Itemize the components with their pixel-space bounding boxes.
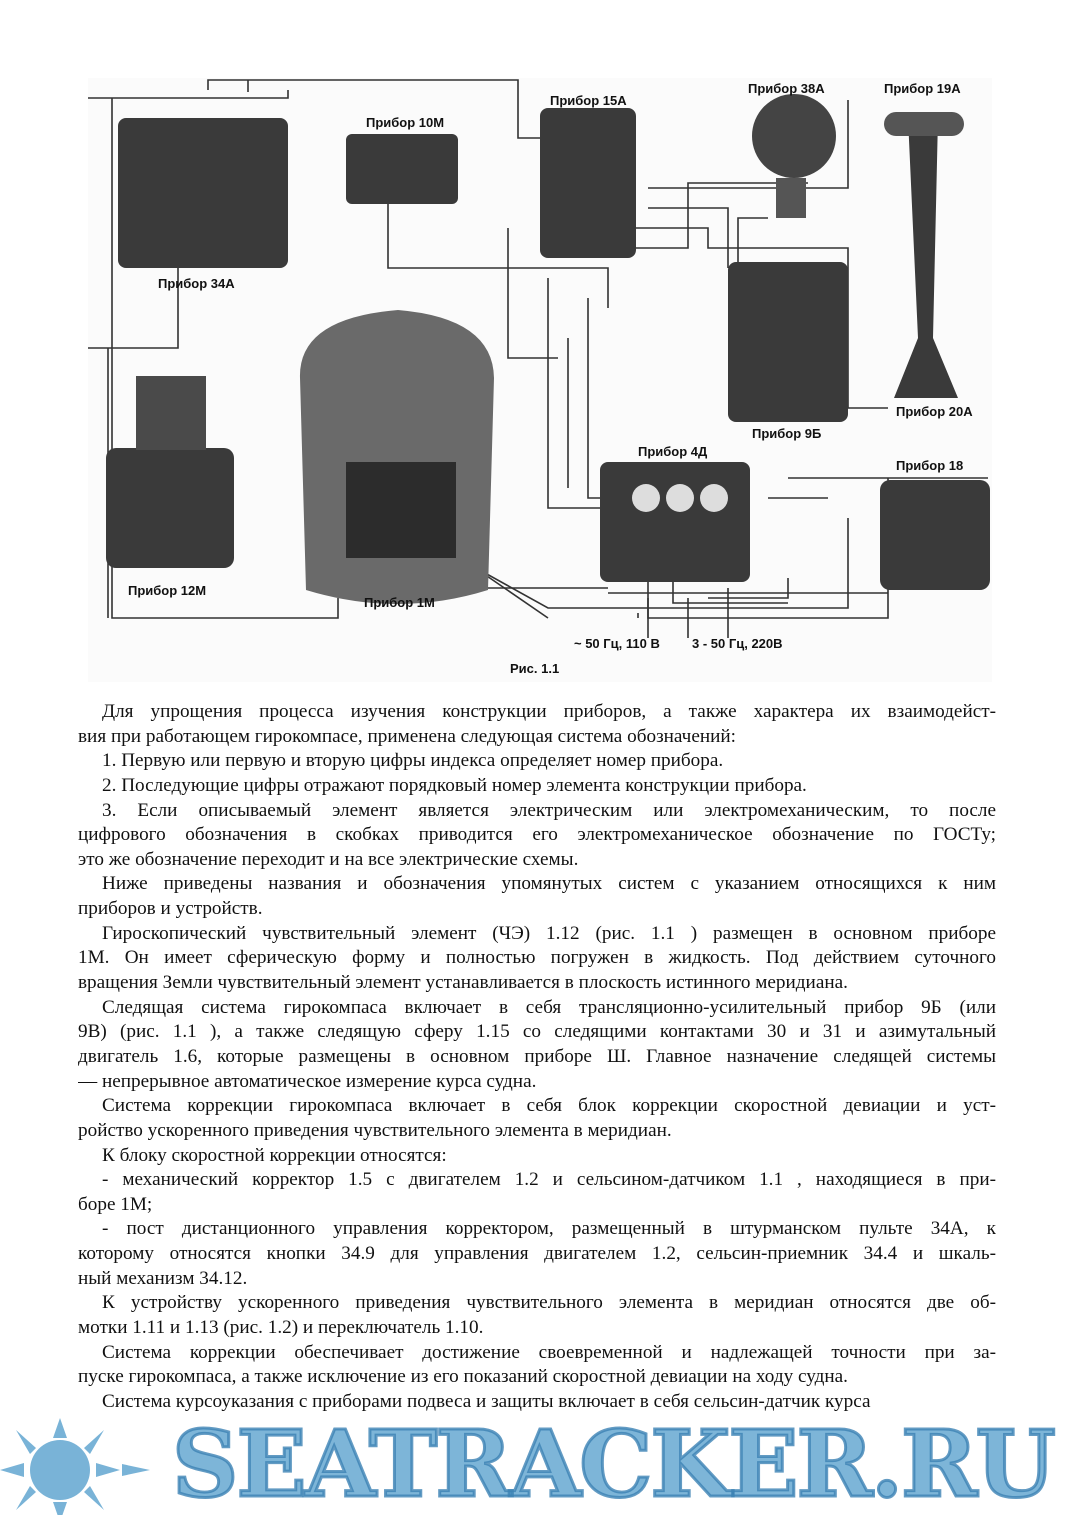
label-device-15a: Прибор 15А <box>550 93 627 108</box>
paragraph <box>78 799 996 873</box>
paragraph <box>78 1341 996 1390</box>
text-line: вия при работающем гирокомпасе, применена следующая система обозначений: <box>78 725 736 747</box>
paragraph <box>78 922 996 996</box>
text-line: Для упрощения процесса изучения конструкции приборов, а также характера их взаимодейст- <box>102 701 996 722</box>
paragraph <box>78 1390 996 1415</box>
device-38a-image <box>752 94 836 178</box>
device-10m-image <box>346 134 458 204</box>
device-19a-image <box>894 118 958 398</box>
device-1m-image <box>300 310 494 604</box>
device-15a-image <box>540 108 636 258</box>
text-line: ный механизм 34.12. <box>78 1267 248 1289</box>
text-line: двигатель 1.6, которые размещены в основном приборе Ш. Главное назначение следящей системы <box>78 1045 996 1067</box>
figure-device-diagram <box>88 78 992 682</box>
body-text <box>78 700 996 1415</box>
text-line: 2. Последующие цифры отражают порядковый номер элемента конструкции прибора. <box>102 774 807 796</box>
text-line: 3. Если описываемый элемент является электрическим или электромеханическим, то после <box>102 799 996 821</box>
paragraph <box>78 996 996 1095</box>
label-device-12m: Прибор 12М <box>128 583 207 598</box>
text-line: приборов и устройств. <box>78 898 263 920</box>
paragraph <box>78 872 996 921</box>
text-line: 1М. Он имеет сферическую форму и полностью погружен в жидкость. Под действием суточного <box>78 947 996 969</box>
wiring-diagram <box>88 78 992 682</box>
text-line: Система курсоуказания с приборами подвеса и защиты включает в себя сельсин-датчик курса <box>102 1390 871 1412</box>
device-18-image <box>880 480 990 590</box>
figure-caption: Рис. 1.1 <box>510 661 560 676</box>
text-line: боре 1М; <box>78 1193 153 1215</box>
text-line: К блоку скоростной коррекции относятся: <box>102 1144 447 1166</box>
text-line: мотки 1.11 и 1.13 (рис. 1.2) и переключатель 1.10. <box>78 1317 484 1339</box>
text-line: Система коррекции гирокомпаса включает в себя блок коррекции скоростной девиации и уст- <box>102 1095 996 1117</box>
device-4d-image <box>600 462 750 582</box>
text-line: Система коррекции обеспечивает достижение своевременной и надлежащей точности при за- <box>102 1341 996 1363</box>
watermark-text: SEATRACKER.RU <box>172 1410 1054 1518</box>
label-device-34a: Прибор 34А <box>158 276 235 291</box>
paragraph <box>78 1144 996 1169</box>
sun-logo-icon <box>0 1418 170 1515</box>
paragraph <box>78 1217 996 1291</box>
paragraph <box>78 749 996 774</box>
paragraph <box>78 1168 996 1217</box>
label-device-4d: Прибор 4Д <box>638 444 708 459</box>
text-line: ройство ускоренного приведения чувствительного элемента в меридиан. <box>78 1119 672 1141</box>
text-line: — непрерывное автоматическое измерение курса судна. <box>78 1070 537 1092</box>
text-line: - механический корректор 1.5 с двигателем 1.2 и сельсином-датчиком 1.1 , находящиеся в при- <box>102 1169 996 1191</box>
label-device-18: Прибор 18 <box>896 458 964 473</box>
label-device-10m: Прибор 10М <box>366 115 445 130</box>
label-device-20a: Прибор 20А <box>896 404 973 419</box>
paragraph <box>78 700 996 749</box>
text-line: К устройству ускоренного приведения чувствительного элемента в меридиан относятся две об- <box>102 1292 996 1314</box>
device-12m-image <box>106 448 234 568</box>
label-power-220v: 3 - 50 Гц, 220В <box>692 636 783 651</box>
label-device-19a: Прибор 19А <box>884 81 961 96</box>
text-line: Гироскопический чувствительный элемент (ЧЭ) 1.12 (рис. 1.1 ) размещен в основном приборе <box>102 922 996 944</box>
device-9b-image <box>728 262 848 422</box>
text-line: Следящая система гирокомпаса включает в себя трансляционно-усилительный прибор 9Б (или <box>102 996 996 1018</box>
text-line: 1. Первую или первую и вторую цифры индекса определяет номер прибора. <box>102 750 724 772</box>
paragraph <box>78 1094 996 1143</box>
text-line: пуске гирокомпаса, а также исключение из его показаний скоростной девиации на ходу судна. <box>78 1366 848 1388</box>
text-line: это же обозначение переходит и на все электрические схемы. <box>78 848 579 870</box>
paragraph <box>78 1291 996 1340</box>
label-device-1m: Прибор 1М <box>364 595 435 610</box>
label-power-110v: ~ 50 Гц, 110 В <box>574 636 660 651</box>
watermark <box>0 1410 1080 1518</box>
text-line: Ниже приведены названия и обозначения упомянутых систем с указанием относящихся к ним <box>102 873 996 895</box>
text-line: вращения Земли чувствительный элемент устанавливается в плоскость истинного меридиана. <box>78 972 848 994</box>
device-34a-image <box>118 118 288 268</box>
text-line: которому относятся кнопки 34.9 для управления двигателем 1.2, сельсин-приемник 34.4 и шкаль- <box>78 1243 996 1265</box>
paragraph <box>78 774 996 799</box>
text-line: - пост дистанционного управления корректором, размещенный в штурманском пульте 34А, к <box>102 1218 996 1240</box>
label-device-38a: Прибор 38А <box>748 81 825 96</box>
label-device-9b: Прибор 9Б <box>752 426 822 441</box>
text-line: 9В) (рис. 1.1 ), а также следящую сферу 1.15 со следящими контактами 30 и 31 и азимутальный <box>78 1021 996 1043</box>
text-line: цифрового обозначения в скобках приводится его электромеханическое обозначение по ГОСТу; <box>78 824 996 846</box>
